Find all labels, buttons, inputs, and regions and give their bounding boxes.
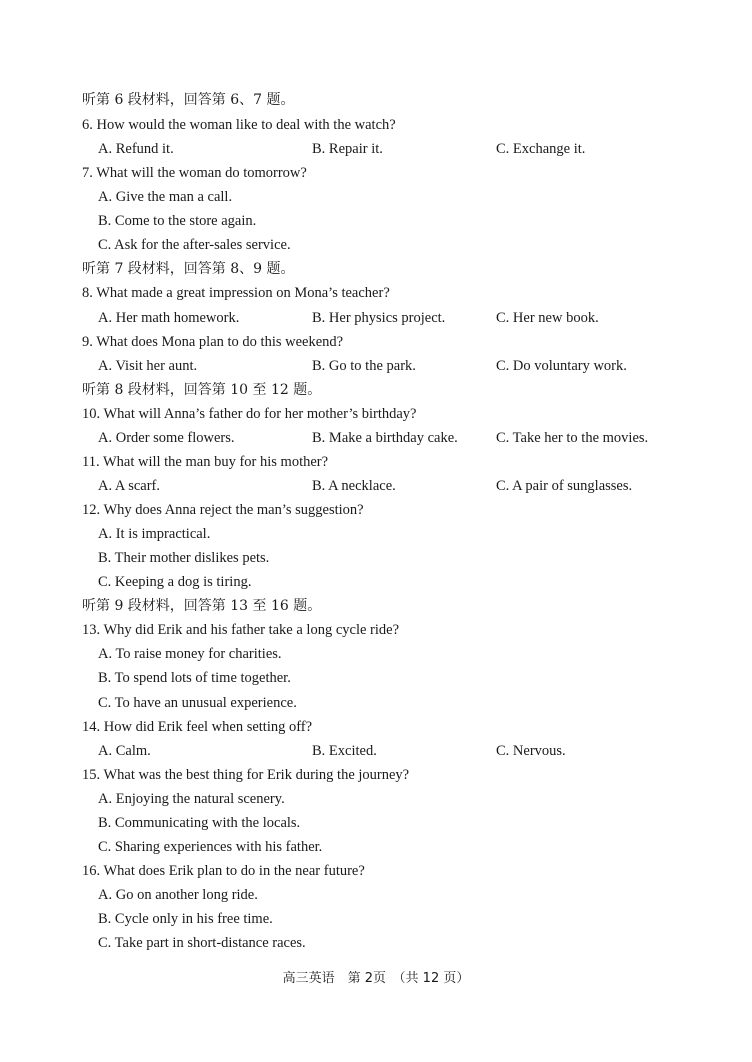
- option-b: B. Come to the store again.: [98, 213, 257, 229]
- option-c: C. Exchange it.: [496, 141, 586, 157]
- option-c: C. A pair of sunglasses.: [496, 478, 633, 494]
- option-c: C. Nervous.: [496, 743, 566, 759]
- option-a: A. Enjoying the natural scenery.: [98, 791, 285, 807]
- option-b: B. Their mother dislikes pets.: [98, 550, 270, 566]
- option-b: B. Go to the park.: [312, 358, 416, 374]
- question-6-options: [0, 138, 752, 160]
- question-10-options: [0, 427, 752, 449]
- section-header-7: 听第 7 段材料，回答第 8、9 题。: [82, 261, 295, 277]
- option-c: C. Take her to the movies.: [496, 430, 649, 446]
- option-b: B. Her physics project.: [312, 310, 446, 326]
- section-header-8: 听第 8 段材料，回答第 10 至 12 题。: [82, 382, 322, 398]
- option-a: A. Her math homework.: [98, 310, 240, 326]
- question-7: 7. What will the woman do tomorrow?: [82, 165, 307, 181]
- option-b: B. A necklace.: [312, 478, 396, 494]
- option-a: A. Go on another long ride.: [98, 887, 258, 903]
- option-b: B. Communicating with the locals.: [98, 815, 301, 831]
- question-8-options: [0, 307, 752, 329]
- question-8: 8. What made a great impression on Mona’s teacher?: [82, 285, 390, 301]
- question-15: 15. What was the best thing for Erik during the journey?: [82, 767, 410, 783]
- option-c: C. Do voluntary work.: [496, 358, 627, 374]
- page-footer: 高三英语 第 2页 （共 12 页）: [282, 971, 470, 986]
- option-b: B. Make a birthday cake.: [312, 430, 458, 446]
- option-b: B. Cycle only in his free time.: [98, 911, 273, 927]
- option-a: A. To raise money for charities.: [98, 646, 282, 662]
- option-b: B. To spend lots of time together.: [98, 670, 291, 686]
- option-a: A. Calm.: [98, 743, 151, 759]
- option-a: A. Give the man a call.: [98, 189, 233, 205]
- option-a: A. It is impractical.: [98, 526, 211, 542]
- section-header-6: 听第 6 段材料，回答第 6、7 题。: [82, 92, 295, 108]
- question-11-options: [0, 475, 752, 497]
- option-a: A. Refund it.: [98, 141, 174, 157]
- option-c: C. Keeping a dog is tiring.: [98, 574, 252, 590]
- option-a: A. A scarf.: [98, 478, 161, 494]
- question-14: 14. How did Erik feel when setting off?: [82, 719, 313, 735]
- question-14-options: [0, 740, 752, 762]
- question-11: 11. What will the man buy for his mother?: [82, 454, 329, 470]
- option-a: A. Order some flowers.: [98, 430, 235, 446]
- option-c: C. Her new book.: [496, 310, 599, 326]
- question-9-options: [0, 355, 752, 377]
- question-9: 9. What does Mona plan to do this weekend?: [82, 334, 344, 350]
- option-c: C. Take part in short-distance races.: [98, 935, 306, 951]
- option-a: A. Visit her aunt.: [98, 358, 198, 374]
- option-b: B. Repair it.: [312, 141, 383, 157]
- question-16: 16. What does Erik plan to do in the near future?: [82, 863, 365, 879]
- question-6: 6. How would the woman like to deal with the watch?: [82, 117, 396, 133]
- option-c: C. Ask for the after-sales service.: [98, 237, 291, 253]
- question-12: 12. Why does Anna reject the man’s suggestion?: [82, 502, 364, 518]
- option-b: B. Excited.: [312, 743, 377, 759]
- option-c: C. To have an unusual experience.: [98, 695, 297, 711]
- question-13: 13. Why did Erik and his father take a long cycle ride?: [82, 622, 400, 638]
- option-c: C. Sharing experiences with his father.: [98, 839, 323, 855]
- section-header-9: 听第 9 段材料，回答第 13 至 16 题。: [82, 598, 322, 614]
- question-10: 10. What will Anna’s father do for her mother’s birthday?: [82, 406, 417, 422]
